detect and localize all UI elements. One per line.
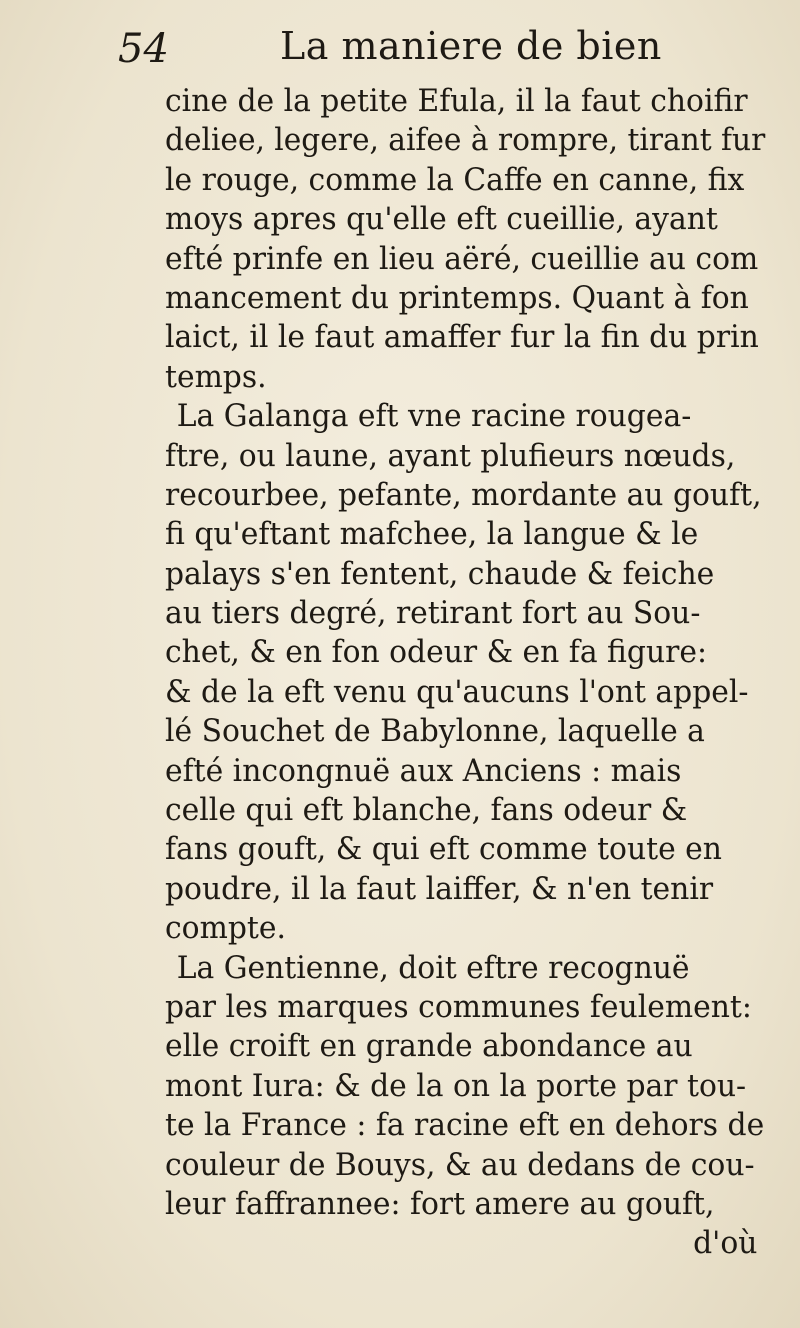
- paragraph-start-line: La Gentienne, doit eftre recognuë: [176, 950, 690, 986]
- text-line: moys apres qu'elle eft cueillie, ayant: [165, 202, 718, 238]
- text-line: mancement du printemps. Quant à fon: [165, 280, 749, 316]
- text-line: efté incongnuë aux Anciens : mais: [165, 753, 682, 789]
- text-line: recourbee, pefante, mordante au gouft,: [165, 477, 762, 513]
- text-line: deliee, legere, aifee à rompre, tirant fur: [165, 123, 766, 159]
- text-line: temps.: [165, 359, 267, 395]
- text-line: compte.: [165, 911, 286, 947]
- running-head: La maniere de bien: [280, 24, 662, 68]
- text-line: couleur de Bouys, & au dedans de cou-: [165, 1147, 755, 1183]
- text-line: efté prinfe en lieu aëré, cueillie au com: [165, 241, 759, 277]
- text-line: par les marques communes feulement:: [165, 989, 752, 1025]
- catchword: d'où: [693, 1226, 758, 1262]
- body-text: [165, 82, 780, 1264]
- text-line: fi qu'eftant mafchee, la langue & le: [165, 517, 699, 553]
- text-line: le rouge, comme la Caffe en canne, fix: [165, 162, 745, 198]
- text-line: fans gouft, & qui eft comme toute en: [165, 832, 722, 868]
- text-line: ftre, ou laune, ayant plufieurs nœuds,: [165, 438, 736, 474]
- text-line: cine de la petite Efula, il la faut choifir: [165, 84, 748, 119]
- text-line: mont Iura: & de la on la porte par tou-: [165, 1068, 747, 1104]
- text-line: laict, il le faut amaffer fur la fin du prin: [165, 320, 759, 356]
- text-line: palays s'en fentent, chaude & feiche: [165, 556, 715, 592]
- page-number: 54: [118, 26, 169, 72]
- text-line: poudre, il la faut laiffer, & n'en tenir: [165, 871, 714, 907]
- text-line: te la France : fa racine eft en dehors de: [165, 1108, 765, 1144]
- text-line: leur faffrannee: fort amere au gouft,: [165, 1186, 715, 1222]
- text-line: au tiers degré, retirant fort au Sou-: [165, 596, 701, 632]
- text-line: chet, & en fon odeur & en fa figure:: [165, 635, 708, 671]
- text-line: elle croift en grande abondance au: [165, 1029, 693, 1065]
- text-line: celle qui eft blanche, fans odeur &: [165, 793, 688, 829]
- text-line: lé Souchet de Babylonne, laquelle a: [165, 714, 705, 750]
- paragraph-start-line: La Galanga eft vne racine rougea-: [176, 399, 692, 435]
- text-line: & de la eft venu qu'aucuns l'ont appel-: [165, 674, 749, 710]
- page-header: [110, 20, 770, 80]
